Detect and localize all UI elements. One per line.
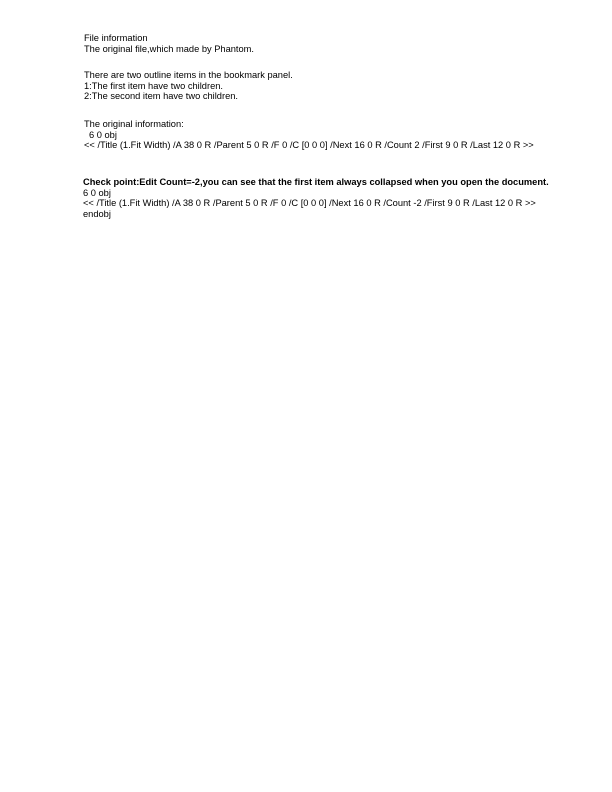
original-information-section: [83, 119, 603, 151]
file-information-section: [83, 33, 603, 54]
outline-section: [83, 70, 603, 102]
original-heading: The original information:: [84, 119, 184, 129]
original-obj-line: 6 0 obj: [89, 129, 117, 140]
outline-item-2: 2:The second item have two children.: [84, 91, 238, 102]
original-dict: << /Title (1.Fit Width) /A 38 0 R /Parent 5 0 R /F 0 /C [0 0 0] /Next 16 0 R /Count 2 /First 9 0 R /Last 12 0 R >>: [84, 140, 534, 151]
checkpoint-dict: << /Title (1.Fit Width) /A 38 0 R /Parent 5 0 R /F 0 /C [0 0 0] /Next 16 0 R /Count -2 /First 9 0 R /Last 12 0 R >>: [83, 198, 536, 209]
file-info-heading: File information: [84, 33, 148, 43]
checkpoint-endobj: endobj: [83, 208, 111, 219]
outline-intro: There are two outline items in the bookmark panel.: [84, 70, 293, 80]
checkpoint-heading: Check point:Edit Count=-2,you can see that the first item always collapsed when you open the document.: [83, 177, 549, 187]
checkpoint-obj-line: 6 0 obj: [83, 187, 111, 198]
outline-item-1: 1:The first item have two children.: [84, 80, 223, 91]
file-info-description: The original file,which made by Phantom.: [84, 43, 255, 54]
checkpoint-section: [83, 177, 603, 219]
